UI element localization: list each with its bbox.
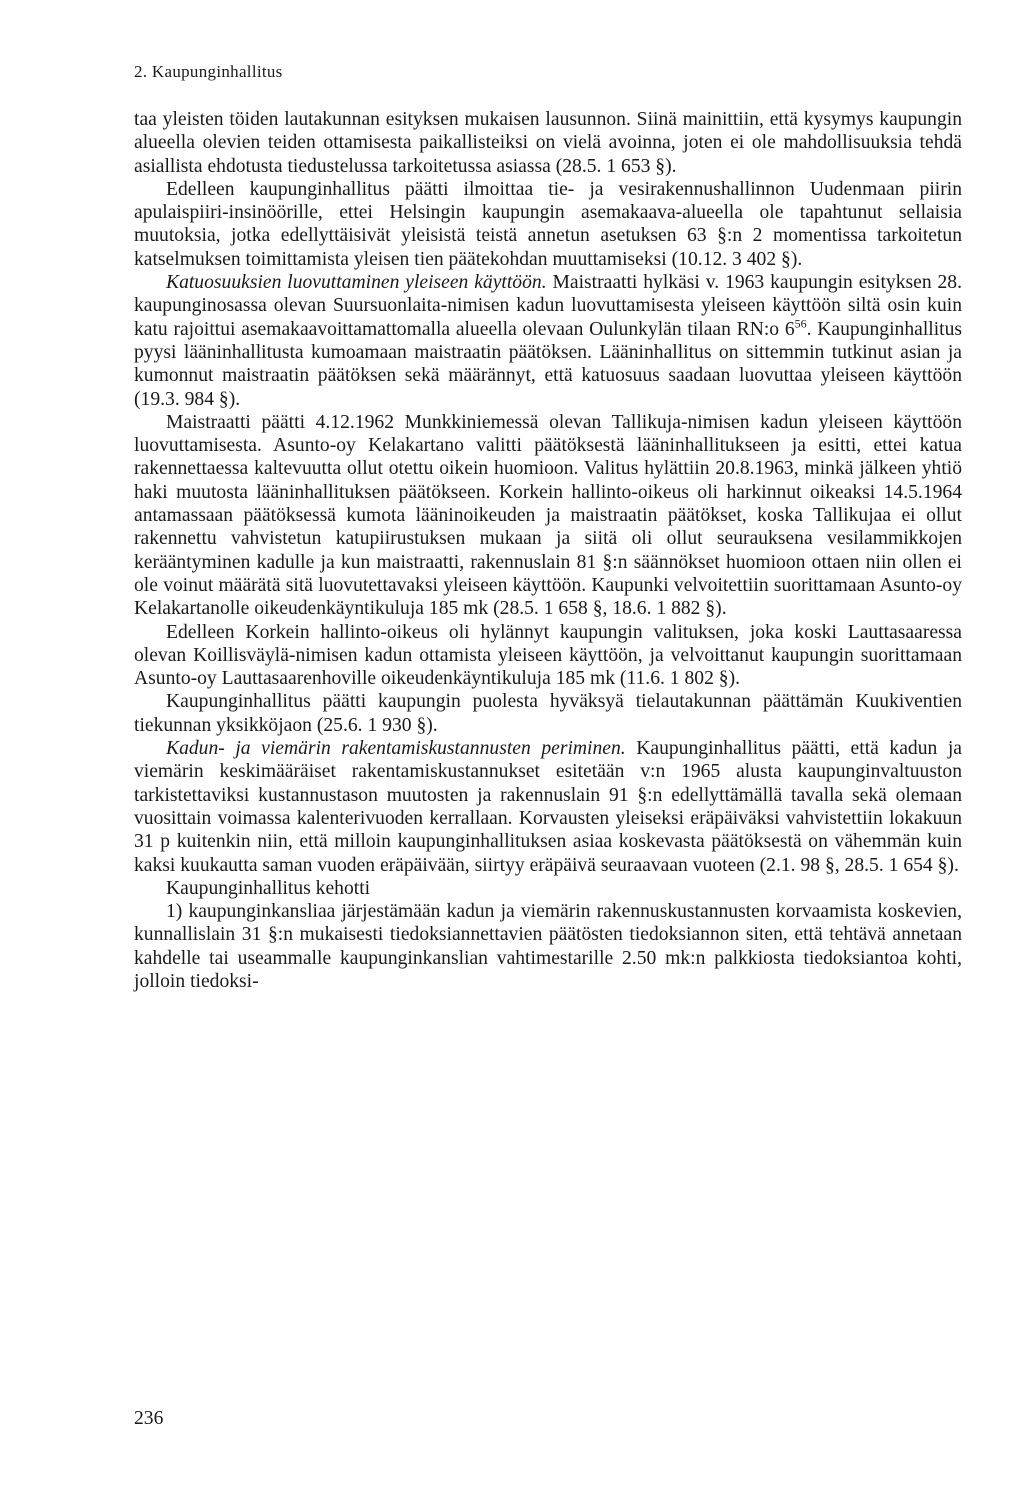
paragraph-text-tail: . Kaupunginhallitus pyysi lääninhallitusta kumoamaan maistraatin päätöksen. Lääninhallitus on sittemmin tutkinut asian ja kumonnut maistraatin päätöksen sekä määrännyt, että katuosuus saadaan luovuttaa yleiseen käyttöön (19.3. 984 §). <box>134 318 963 410</box>
superscript: 56 <box>794 316 807 331</box>
paragraph: taa yleisten töiden lautakunnan esityksen mukaisen lausunnon. Siinä mainittiin, että kysymys kaupungin alueella olevien teiden ottamisesta paikallisteiksi on vielä avoinna, joten ei ole mahdollisuuksia tehdä asiallista ehdotusta tiedustelussa tarkoitetussa asiassa (28.5. 1 653 §). <box>134 109 962 177</box>
section-heading: Katuosuuksien luovuttaminen yleiseen käyttöön. <box>166 272 547 294</box>
paragraph-text: Kaupunginhallitus päätti, että kadun ja viemärin keskimääräiset rakentamiskustannukset esitetään v:n 1965 alusta kaupunginvaltuuston tarkistettaviksi kustannustason muutosten ja rakennuslain 91 §:n edellyttämällä tavalla sekä olemaan vuosittain voimassa kalenterivuoden kerrallaan. Korvausten yleiseksi eräpäiväksi vahvistettiin lokakuun 31 p kuitenkin niin, että milloin kaupunginhallituksen asiaa koskevasta päätöksestä on vähemmän kuin kaksi kuukautta saman vuoden eräpäivään, siirtyy eräpäivä seuraavaan vuoteen (2.1. 98 §, 28.5. 1 654 §). <box>134 738 962 876</box>
paragraph: Kaupunginhallitus kehotti <box>166 877 371 899</box>
running-head: 2. Kaupunginhallitus <box>134 62 283 81</box>
paragraph: Maistraatti päätti 4.12.1962 Munkkiniemessä olevan Tallikuja-nimisen kadun yleiseen käyttöön luovuttamisesta. Asunto-oy Kelakartano valitti päätöksestä lääninhallitukseen ja esitti, ettei katua rakennettaessa kaltevuutta ollut otettu oikein huomioon. Valitus hylättiin 20.8.1963, minkä jälkeen yhtiö haki muutosta lääninhallituksen päätökseen. Korkein hallinto-oikeus oli harkinnut oikeaksi 14.5.1964 antamassaan päätöksessä kumota lääninoikeuden ja maistraatin päätökset, koska Tallikujaa ei ollut rakennettu vahvistetun katupiirustuksen mukaan ja siitä oli ollut seurauksena vesilammikkojen kerääntyminen kadulle ja kun maistraatti, rakennuslain 81 §:n säännökset huomioon ottaen niin ollen ei ole voinut määrätä sitä luovutettavaksi yleiseen käyttöön. Kaupunki velvoitettiin suorittamaan Asunto-oy Kelakartanolle oikeudenkäyntikuluja 185 mk (28.5. 1 658 §, 18.6. 1 882 §). <box>134 411 962 620</box>
paragraph-text: Maistraatti hylkäsi v. 1963 kaupungin esityksen 28. kaupunginosassa olevan Suursuonlaita-nimisen kadun luovuttamisesta yleiseen käyttöön siltä osin kuin katu rajoittui asemakaavoittamattomalla alueella olevaan Oulunkylän tilaan RN:o 6 <box>134 272 962 340</box>
page-number: 236 <box>134 1408 164 1429</box>
paragraph: Kaupunginhallitus päätti kaupungin puolesta hyväksyä tielautakunnan päättämän Kuukiventien tiekunnan yksikköjaon (25.6. 1 930 §). <box>134 691 962 736</box>
paragraph: Edelleen kaupunginhallitus päätti ilmoittaa tie- ja vesirakennushallinnon Uudenmaan piirin apulaispiiri-insinöörille, ettei Helsingin kaupungin asemakaava-alueella ole tapahtunut sellaisia muutoksia, jotka edellyttäisivät yleisistä teistä annetun asetuksen 63 §:n 2 momentissa tarkoitetun katselmuksen toimittamista yleisen tien päätekohdan muuttamiseksi (10.12. 3 402 §). <box>134 178 962 270</box>
body-text <box>134 108 962 993</box>
paragraph <box>134 271 962 411</box>
list-item: 1) kaupunginkansliaa järjestämään kadun ja viemärin rakennuskustannusten korvaamista koskevien, kunnallislain 31 §:n mukaisesti tiedoksiannettavien päätösten tiedoksiannon siten, että tehtävä annetaan kahdelle tai useammalle kaupunginkanslian vahtimestarille 2.50 mk:n palkkiosta tiedoksiantoa kohti, jolloin tiedoksi- <box>134 901 962 992</box>
section-heading: Kadun- ja viemärin rakentamiskustannusten periminen. <box>166 738 626 760</box>
paragraph <box>134 737 962 877</box>
paragraph: Edelleen Korkein hallinto-oikeus oli hylännyt kaupungin valituksen, joka koski Lauttasaaressa olevan Koillisväylä-nimisen kadun ottamista yleiseen käyttöön, ja velvoittanut kaupungin suorittamaan Asunto-oy Lauttasaarenhoville oikeudenkäyntikuluja 185 mk (11.6. 1 802 §). <box>134 621 962 690</box>
